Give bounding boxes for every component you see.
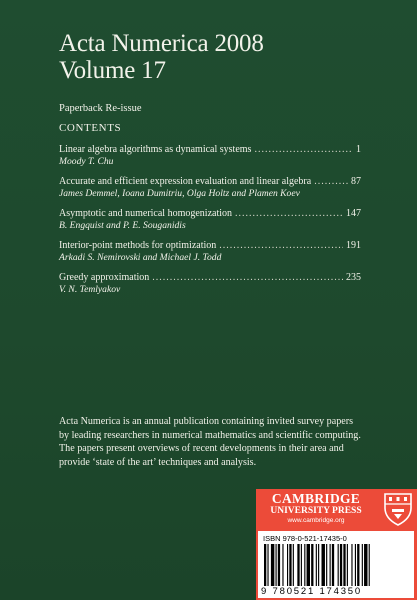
toc-entry xyxy=(59,240,361,272)
toc-entry-page: 87 xyxy=(351,176,361,187)
publisher-name: CAMBRIDGE xyxy=(271,491,361,506)
toc-leader-dots xyxy=(314,176,348,188)
toc-entry-authors: Arkadi S. Nemirovski and Michael J. Todd xyxy=(59,252,222,263)
barcode-panel xyxy=(258,531,414,598)
toc-leader-dots xyxy=(219,240,343,252)
toc-entry-page: 1 xyxy=(356,144,361,155)
series-description: Acta Numerica is an annual publication containing invited survey papers by leading researchers in numerical mathematics and scientific computing. The papers present overviews of recent developments in their area and provide ‘state of the art’ techniques and analysis. xyxy=(59,416,361,469)
toc-entry-page: 235 xyxy=(346,272,361,283)
toc-entry xyxy=(59,208,361,240)
ean-digits: 9 780521 174350 xyxy=(261,586,362,597)
toc-leader-dots xyxy=(152,272,343,284)
crest-icon xyxy=(383,492,413,526)
edition-note: Paperback Re-issue xyxy=(59,103,142,114)
toc-entry-page: 191 xyxy=(346,240,361,251)
barcode-icon xyxy=(262,544,410,586)
toc-entry-title: Asymptotic and numerical homogenization xyxy=(59,208,233,219)
table-of-contents xyxy=(59,144,361,304)
toc-leader-dots xyxy=(254,144,353,156)
toc-entry-authors: James Demmel, Ioana Dumitriu, Olga Holtz and Plamen Koev xyxy=(59,188,300,199)
book-title-line1: Acta Numerica 2008 xyxy=(59,30,264,57)
toc-entry xyxy=(59,176,361,208)
toc-entry-title: Linear algebra algorithms as dynamical systems xyxy=(59,144,252,155)
toc-entry-authors: V. N. Temlyakov xyxy=(59,284,121,295)
book-title xyxy=(59,30,264,84)
toc-entry xyxy=(59,272,361,304)
toc-leader-dots xyxy=(235,208,343,220)
contents-heading: CONTENTS xyxy=(59,122,122,134)
publisher-website: www.cambridge.org xyxy=(287,517,345,524)
toc-entry-title: Interior-point methods for optimization xyxy=(59,240,217,251)
publisher-press: UNIVERSITY PRESS xyxy=(270,506,362,516)
toc-entry-page: 147 xyxy=(346,208,361,219)
toc-entry-authors: B. Engquist and P. E. Souganidis xyxy=(59,220,186,231)
publisher-block xyxy=(256,489,417,600)
toc-entry xyxy=(59,144,361,176)
isbn-label: ISBN 978-0-521-17435-0 xyxy=(263,534,347,543)
toc-entry-title: Greedy approximation xyxy=(59,272,150,283)
book-title-line2: Volume 17 xyxy=(59,57,166,84)
toc-entry-title: Accurate and efficient expression evaluation and linear algebra xyxy=(59,176,312,187)
toc-entry-authors: Moody T. Chu xyxy=(59,156,114,167)
